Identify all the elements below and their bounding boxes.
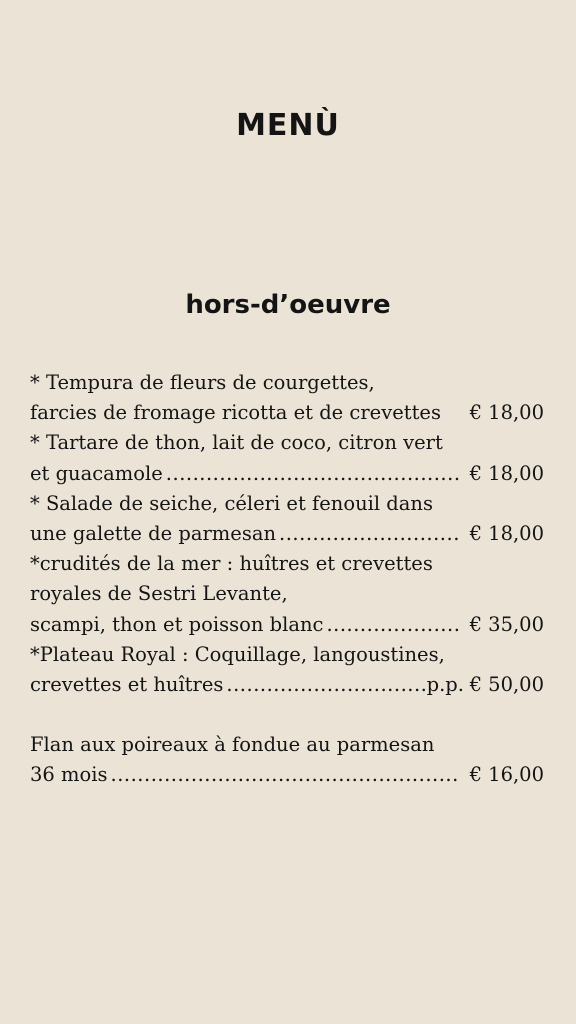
menu-item-name: * Salade de seiche, céleri et fenouil dans [30,491,433,515]
menu-item-line [30,428,544,458]
menu-item-line [30,489,544,519]
menu-item-line [30,398,544,428]
menu-item-line [30,670,544,700]
dot-leader [326,610,460,640]
menu-item-description: scampi, thon et poisson blanc [30,612,324,636]
menu-item-name: Flan aux poireaux à fondue au parmesan [30,733,435,757]
menu-item-name: *Plateau Royal : Coquillage, langoustines, [30,642,445,666]
dot-leader [279,519,460,549]
menu-item-description: et guacamole [30,461,163,485]
menu-item-salade [30,489,544,549]
menu-item-tartare [30,428,544,488]
menu-item-name: * Tempura de fleurs de courgettes, [30,371,375,394]
menu-item-price: € 35,00 [469,612,544,636]
menu-item-line [30,459,544,489]
menu-list [30,368,544,791]
menu-item-line [30,579,544,609]
menu-item-line [30,368,544,398]
menu-item-price: € 50,00 [469,673,544,697]
dot-leader [166,459,460,489]
menu-item-per-person: p.p. [426,673,464,697]
menu-item-line [30,760,544,790]
section-heading: hors-d’oeuvre [185,290,391,320]
dot-leader [226,670,426,700]
menu-item-description: une galette de parmesan [30,522,277,546]
menu-item-line [30,730,544,760]
menu-item-description: 36 mois [30,763,108,787]
menu-item-line [30,519,544,549]
menu-item-price: € 18,00 [469,461,544,485]
menu-item-tempura [30,368,544,428]
menu-item-price: € 18,00 [469,522,544,546]
menu-item-crudites [30,549,544,640]
menu-item-line [30,610,544,640]
menu-item-line [30,640,544,670]
dot-leader [111,760,461,790]
menu-item-price: € 16,00 [469,763,544,787]
menu-item-line [30,549,544,579]
menu-item-description: crevettes et huîtres [30,673,224,697]
menu-item-plateau-royal [30,640,544,700]
menu-item-flan [30,730,544,790]
menu-item-name: * Tartare de thon, lait de coco, citron vert [30,431,443,455]
menu-title: MENÙ [236,108,340,143]
menu-item-name: *crudités de la mer : huîtres et crevettes [30,552,433,576]
menu-item-description: royales de Sestri Levante, [30,582,288,606]
menu-item-description: farcies de fromage ricotta et de crevettes [30,401,441,425]
spacer [30,700,544,730]
menu-item-price: € 18,00 [469,401,544,425]
